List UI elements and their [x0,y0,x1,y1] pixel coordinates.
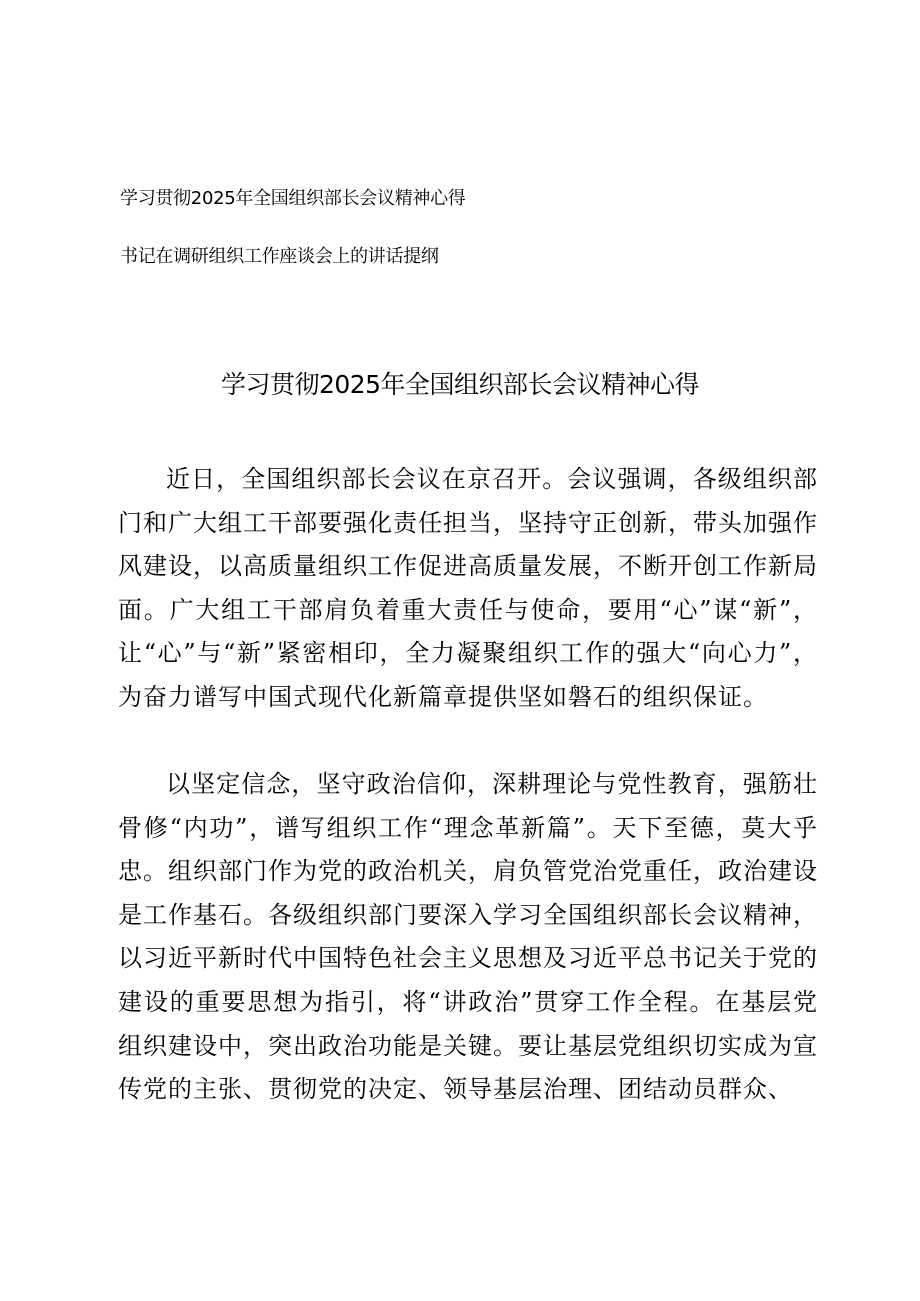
toc-item-2: 书记在调研组织工作座谈会上的讲话提纲 [120,246,439,267]
toc-item-1: 学习贯彻2025年全国组织部长会议精神心得 [120,188,466,209]
body-paragraph-1: 近日，全国组织部长会议在京召开。会议强调，各级组织部门和广大组工干部要强化责任担当，坚持守正创新，带头加强作风建设，以高质量组织工作促进高质量发展，不断开创工作新局面。广大组工干部肩负着重大责任与使命，要用“心”谋“新”，让“心”与“新”紧密相印，全力凝聚组织工作的强大“向心力”，为奋力谱写中国式现代化新篇章提供坚如磐石的组织保证。 [118,465,818,711]
body-paragraph-2: 以坚定信念，坚守政治信仰，深耕理论与党性教育，强筋壮骨修“内功”，谱写组织工作“理念革新篇”。天下至德，莫大乎忠。组织部门作为党的政治机关，肩负管党治党重任，政治建设是工作基石。各级组织部门要深入学习全国组织部长会议精神，以习近平新时代中国特色社会主义思想及习近平总书记关于党的建设的重要思想为指引，将“讲政治”贯穿工作全程。在基层党组织建设中，突出政治功能是关键。要让基层党组织切实成为宣传党的主张、贯彻党的决定、领导基层治理、团结动员群众、 [118,770,818,1104]
document-title: 学习贯彻2025年全国组织部长会议精神心得 [220,370,700,399]
